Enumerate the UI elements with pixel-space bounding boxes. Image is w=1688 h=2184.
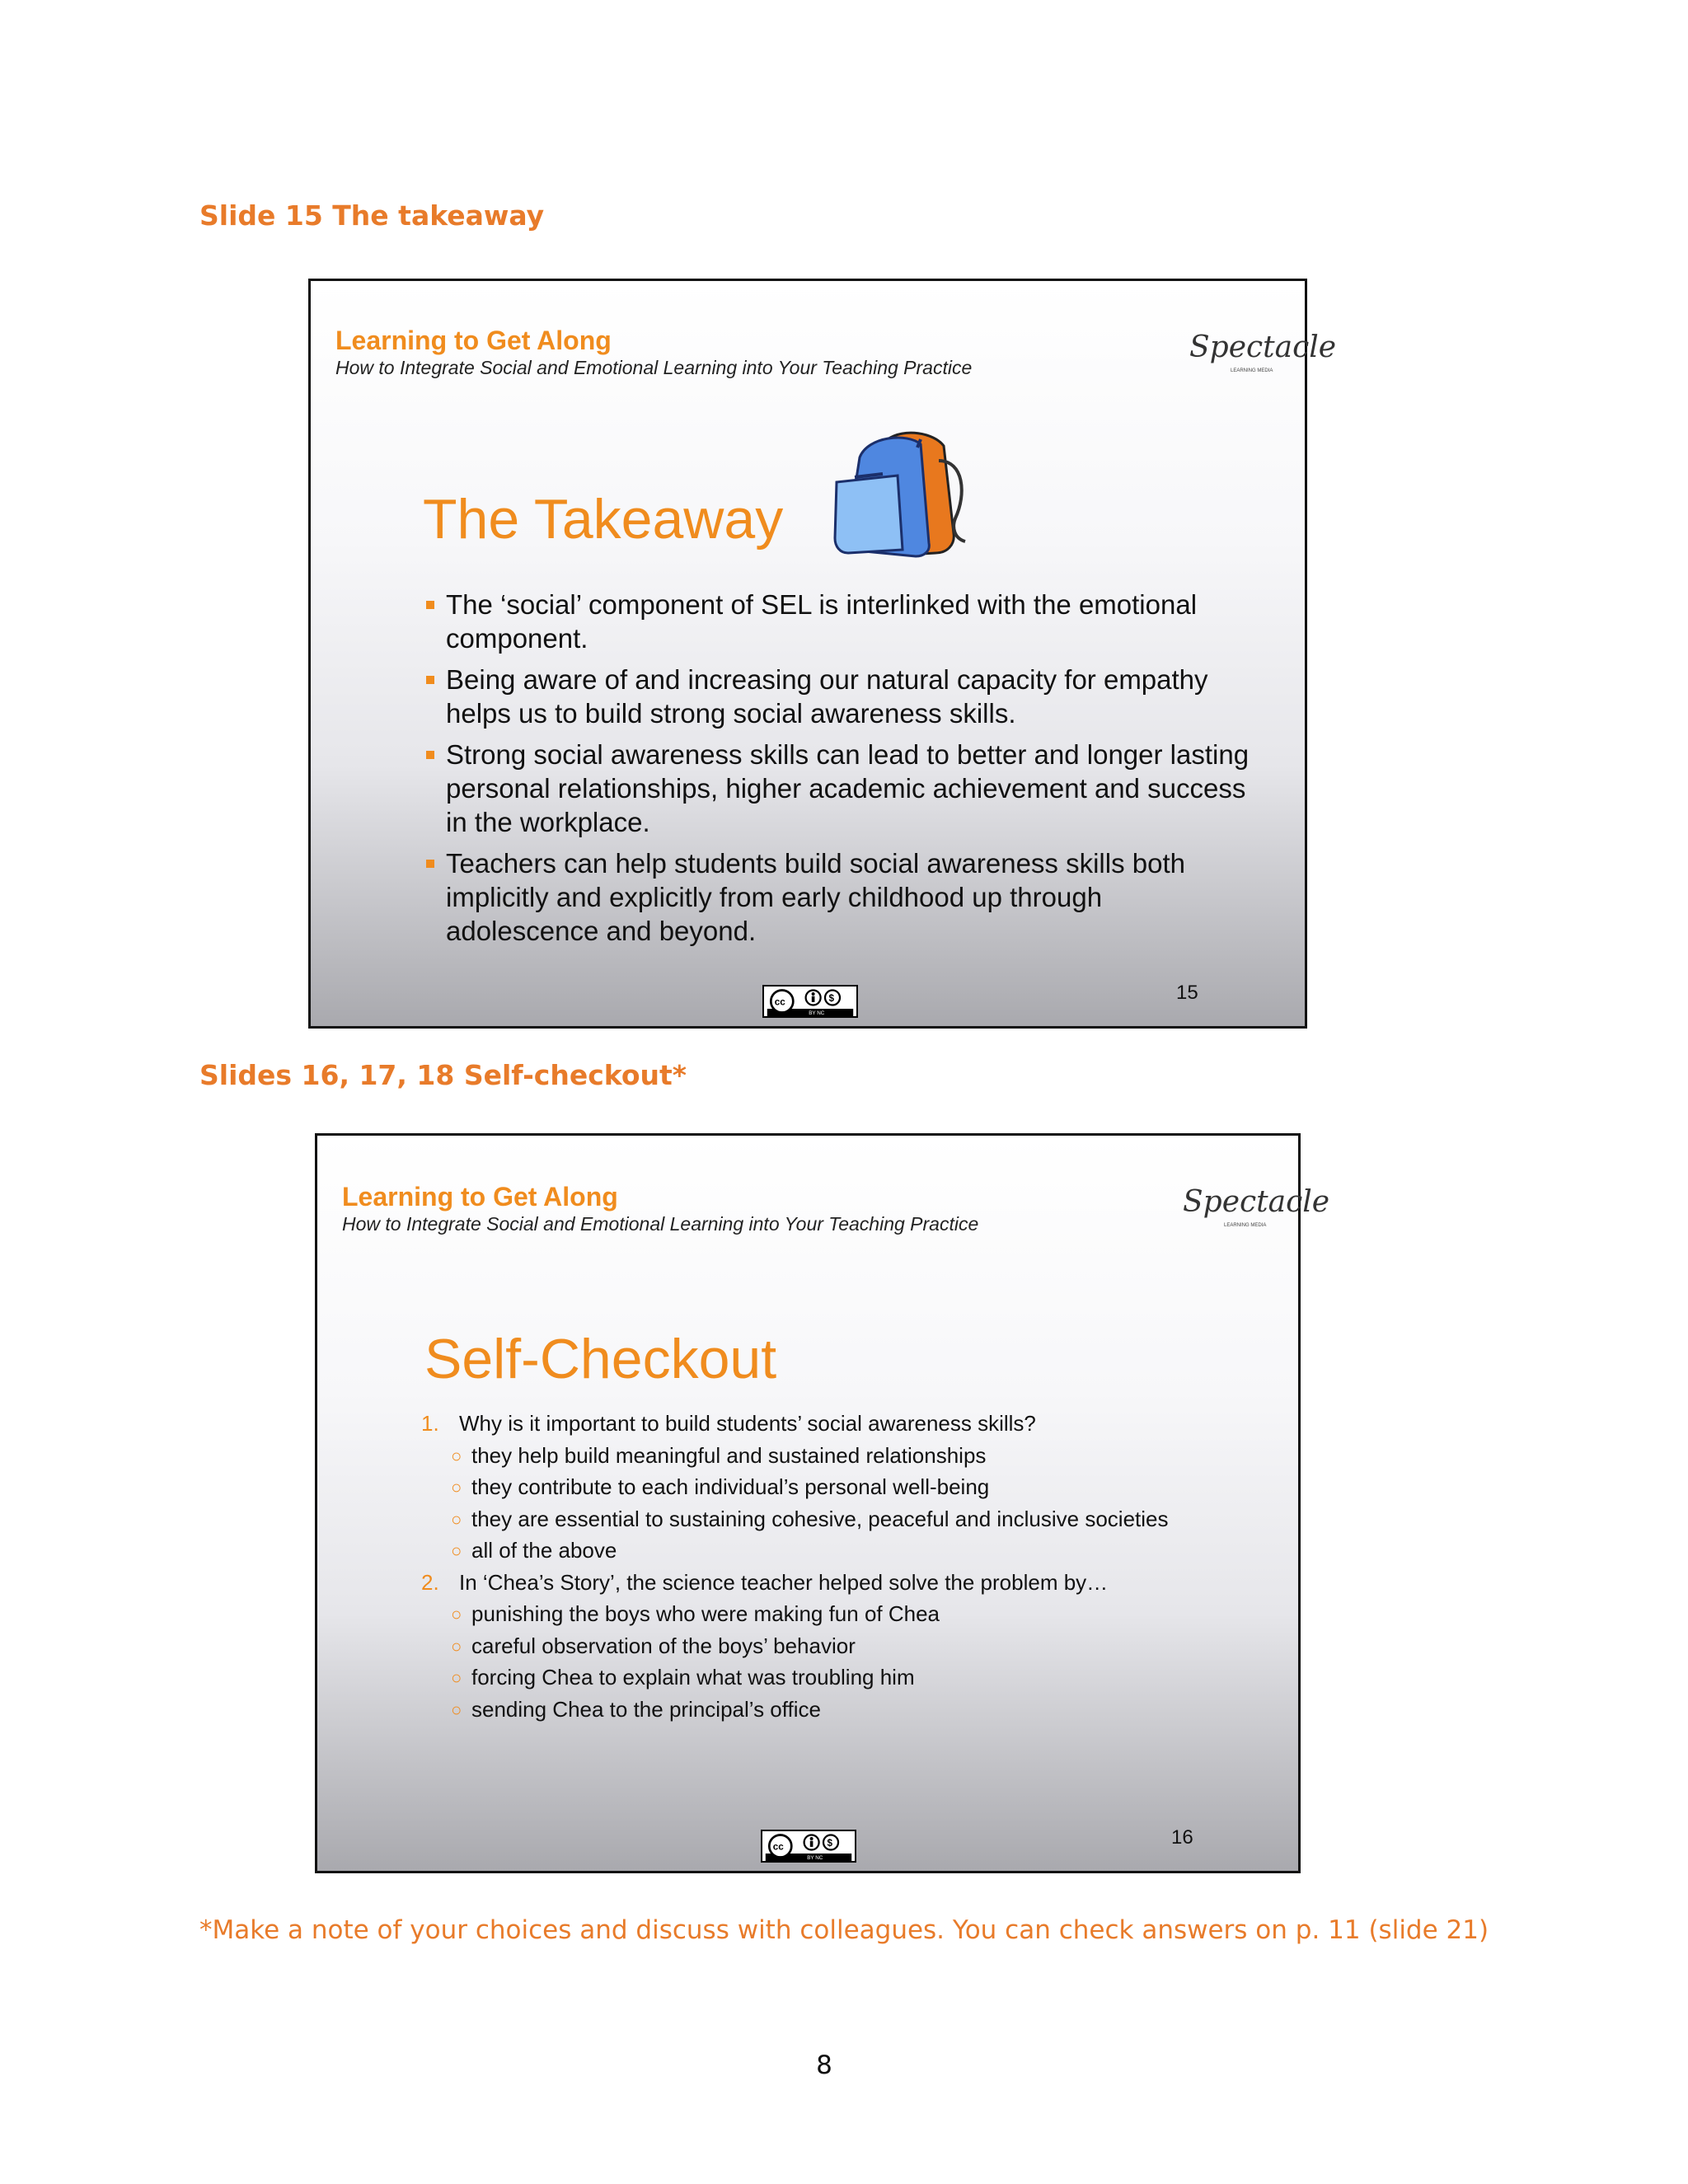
slide-number: 16 (1171, 1826, 1193, 1849)
slide-header-subtitle: How to Integrate Social and Emotional Learning into Your Teaching Practice (335, 357, 973, 378)
takeaway-bullet: Being aware of and increasing our natural capacity for empathy helps us to build strong social awareness skills. (426, 663, 1250, 730)
section-heading-slide-15: Slide 15 The takeaway (199, 199, 545, 232)
svg-text:$: $ (827, 1838, 833, 1849)
square-bullet-icon (426, 601, 434, 609)
takeaway-bullet-list (426, 588, 1250, 955)
slide-header-title: Learning to Get Along (335, 326, 612, 355)
self-checkout-questions (421, 1408, 1262, 1725)
logo-text: Spectacle (1183, 1185, 1330, 1219)
circle-bullet-icon: ○ (451, 1667, 462, 1688)
slide-15-image (308, 279, 1337, 1029)
logo-subtext: LEARNING MEDIA (1224, 1223, 1267, 1228)
svg-text:cc: cc (772, 1841, 784, 1853)
circle-bullet-icon: ○ (451, 1540, 462, 1561)
takeaway-bullet: Strong social awareness skills can lead to better and longer lasting personal relationships, higher academic achievement and success in the workplace. (426, 738, 1250, 839)
logo-subtext: LEARNING MEDIA (1231, 368, 1273, 373)
section-heading-slides-16-18: Slides 16, 17, 18 Self-checkout* (199, 1059, 687, 1091)
svg-text:cc: cc (774, 996, 785, 1008)
question-item: 1. Why is it important to build students’ social awareness skills? (421, 1411, 1036, 1436)
circle-bullet-icon: ○ (451, 1477, 462, 1497)
square-bullet-icon (426, 676, 434, 684)
answer-option: ○ they are essential to sustaining cohesive, peaceful and inclusive societies (421, 1503, 1262, 1535)
takeaway-bullet: Teachers can help students build social awareness skills both implicitly and explicitly from early childhood up through adolescence and beyond. (426, 846, 1250, 948)
circle-bullet-icon: ○ (451, 1635, 462, 1657)
spectacle-logo (1184, 321, 1337, 388)
footnote: *Make a note of your choices and discuss with colleagues. You can check answers on p. 11 (slide 21) (199, 1915, 1489, 1945)
backpack-icon (832, 428, 972, 560)
circle-bullet-icon: ○ (451, 1508, 462, 1530)
creative-commons-icon (761, 1830, 856, 1863)
circle-bullet-icon: ○ (451, 1604, 462, 1624)
answer-option: ○ sending Chea to the principal’s office (421, 1694, 1262, 1726)
page-number: 8 (816, 2050, 832, 2080)
square-bullet-icon (426, 751, 434, 759)
logo-text: Spectacle (1189, 330, 1337, 364)
takeaway-bullet: The ‘social’ component of SEL is interlinked with the emotional component. (426, 588, 1250, 655)
slide-header-subtitle: How to Integrate Social and Emotional Learning into Your Teaching Practice (342, 1213, 979, 1235)
creative-commons-icon (762, 985, 858, 1018)
answer-option: ○ all of the above (421, 1535, 1262, 1567)
slide-header-title: Learning to Get Along (342, 1182, 618, 1212)
svg-text:BY NC: BY NC (807, 1855, 823, 1862)
slide-16-image (315, 1133, 1330, 1873)
slide-title: Self-Checkout (424, 1328, 777, 1390)
answer-option: ○ they help build meaningful and sustained relationships (421, 1440, 1262, 1472)
svg-text:$: $ (828, 993, 835, 1004)
answer-option: ○ they contribute to each individual’s personal well-being (421, 1471, 1262, 1503)
question-item: 2. In ‘Chea’s Story’, the science teacher helped solve the problem by… (421, 1569, 1109, 1595)
circle-bullet-icon: ○ (451, 1699, 462, 1720)
answer-option: ○ punishing the boys who were making fun of Chea (421, 1598, 1262, 1630)
circle-bullet-icon: ○ (451, 1445, 462, 1466)
slide-title: The Takeaway (423, 488, 784, 551)
svg-text:BY NC: BY NC (809, 1010, 825, 1017)
answer-option: ○ forcing Chea to explain what was troubling him (421, 1661, 1262, 1694)
slide-number: 15 (1176, 982, 1198, 1004)
answer-option: ○ careful observation of the boys’ behavior (421, 1630, 1262, 1662)
spectacle-logo (1178, 1175, 1330, 1243)
square-bullet-icon (426, 860, 434, 868)
